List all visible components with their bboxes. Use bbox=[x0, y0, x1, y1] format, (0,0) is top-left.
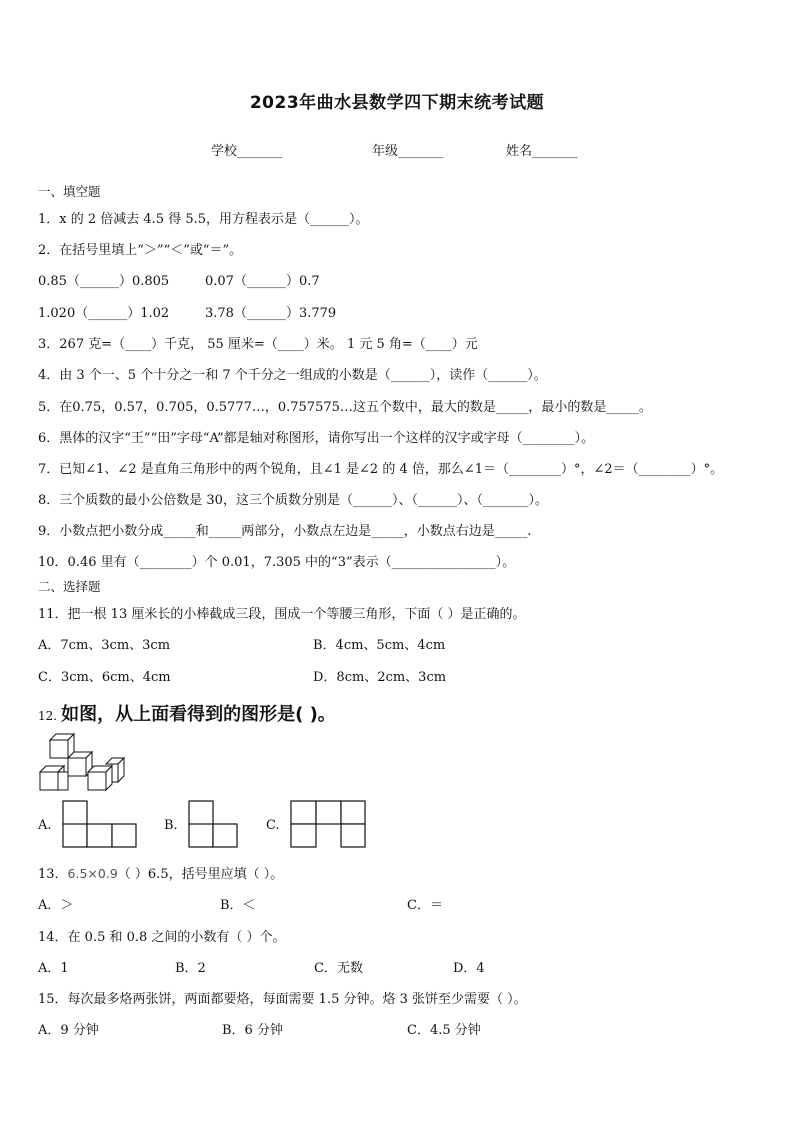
question-4: 4．由 3 个一、5 个十分之一和 7 个千分之一组成的小数是（______），读作（______）。 bbox=[38, 368, 547, 383]
question-12-option-a-label: A. bbox=[38, 818, 52, 833]
name-field: 姓名_______ bbox=[506, 144, 578, 159]
question-11: 11．把一根 13 厘米长的小棒截成三段，围成一个等腰三角形，下面（ ）是正确的。 bbox=[38, 607, 526, 622]
page-title: 2023年曲水县数学四下期末统考试题 bbox=[249, 93, 545, 113]
question-12 bbox=[38, 700, 336, 726]
option-c-shape bbox=[290, 800, 368, 848]
question-14-option-b: B．2 bbox=[175, 961, 206, 976]
question-6: 6．黑体的汉字“王”“田”字母“A”都是轴对称图形，请你写出一个这样的汉字或字母（________）。 bbox=[38, 431, 595, 446]
question-13-text: （ ）6.5，括号里应填（ ）。 bbox=[117, 867, 284, 882]
question-8: 8．三个质数的最小公倍数是 30，这三个质数分别是（______）、（______）、（_______）。 bbox=[38, 493, 548, 508]
school-field: 学校_______ bbox=[211, 144, 283, 159]
option-a-shape bbox=[62, 800, 138, 848]
question-11-option-c: C．3cm、6cm、4cm bbox=[38, 670, 171, 685]
question-10: 10．0.46 里有（________）个 0.01，7.305 中的“3”表示（________________）。 bbox=[38, 555, 516, 570]
question-13-option-b: B．＜ bbox=[220, 898, 256, 913]
question-12-option-c-label: C. bbox=[266, 818, 280, 833]
question-14-option-c: C．无数 bbox=[314, 961, 363, 976]
option-b-shape bbox=[188, 800, 240, 848]
section-choice-heading: 二、选择题 bbox=[38, 579, 101, 594]
question-13-option-a: A．＞ bbox=[38, 898, 74, 913]
question-1: 1．x 的 2 倍减去 4.5 得 5.5，用方程表示是（______）。 bbox=[38, 212, 369, 227]
question-2-item-d: 3.78（______）3.779 bbox=[205, 306, 337, 321]
question-9: 9．小数点把小数分成_____和_____两部分，小数点左边是_____，小数点右边是_____. bbox=[38, 524, 532, 539]
question-7: 7．已知∠1、∠2 是直角三角形中的两个锐角，且∠1 是∠2 的 4 倍，那么∠1＝（________）°，∠2＝（________）°。 bbox=[38, 462, 724, 477]
question-2-item-b: 0.07（______）0.7 bbox=[205, 274, 320, 289]
question-15: 15．每次最多烙两张饼，两面都要烙，每面需要 1.5 分钟。烙 3 张饼至少需要（ ）。 bbox=[38, 992, 527, 1007]
question-14: 14．在 0.5 和 0.8 之间的小数有（ ）个。 bbox=[38, 930, 286, 945]
grade-field: 年级_______ bbox=[372, 144, 444, 159]
question-2-item-a: 0.85（______）0.805 bbox=[38, 274, 170, 289]
cube-stack-figure bbox=[36, 732, 126, 794]
question-15-option-c: C．4.5 分钟 bbox=[407, 1023, 481, 1038]
question-11-option-d: D．8cm、2cm、3cm bbox=[313, 670, 447, 685]
question-12-text: 如图，从上面看得到的图形是( )。 bbox=[61, 704, 336, 725]
question-14-option-d: D．4 bbox=[453, 961, 485, 976]
question-13-number: 13． bbox=[38, 867, 68, 882]
question-13-expression: 6.5×0.9 bbox=[67, 866, 118, 881]
question-12-number: 12. bbox=[38, 709, 58, 723]
section-fill-heading: 一、填空题 bbox=[38, 184, 101, 199]
question-2-item-c: 1.020（______）1.02 bbox=[38, 306, 170, 321]
question-3: 3．267 克=（____）千克， 55 厘米=（____）米。 1 元 5 角=（____）元 bbox=[38, 337, 478, 352]
question-15-option-b: B．6 分钟 bbox=[222, 1023, 283, 1038]
question-11-option-b: B．4cm、5cm、4cm bbox=[313, 638, 446, 653]
question-2: 2．在括号里填上“＞”“＜”或“＝”。 bbox=[38, 243, 243, 258]
question-11-option-a: A．7cm、3cm、3cm bbox=[38, 638, 171, 653]
question-14-option-a: A．1 bbox=[38, 961, 69, 976]
question-5: 5．在0.75，0.57，0.705，0.5777…，0.757575…这五个数中，最大的数是_____，最小的数是_____。 bbox=[38, 400, 652, 415]
question-13 bbox=[38, 863, 283, 882]
question-15-option-a: A．9 分钟 bbox=[38, 1023, 99, 1038]
question-12-option-b-label: B. bbox=[164, 818, 178, 833]
question-13-option-c: C．＝ bbox=[407, 898, 443, 913]
